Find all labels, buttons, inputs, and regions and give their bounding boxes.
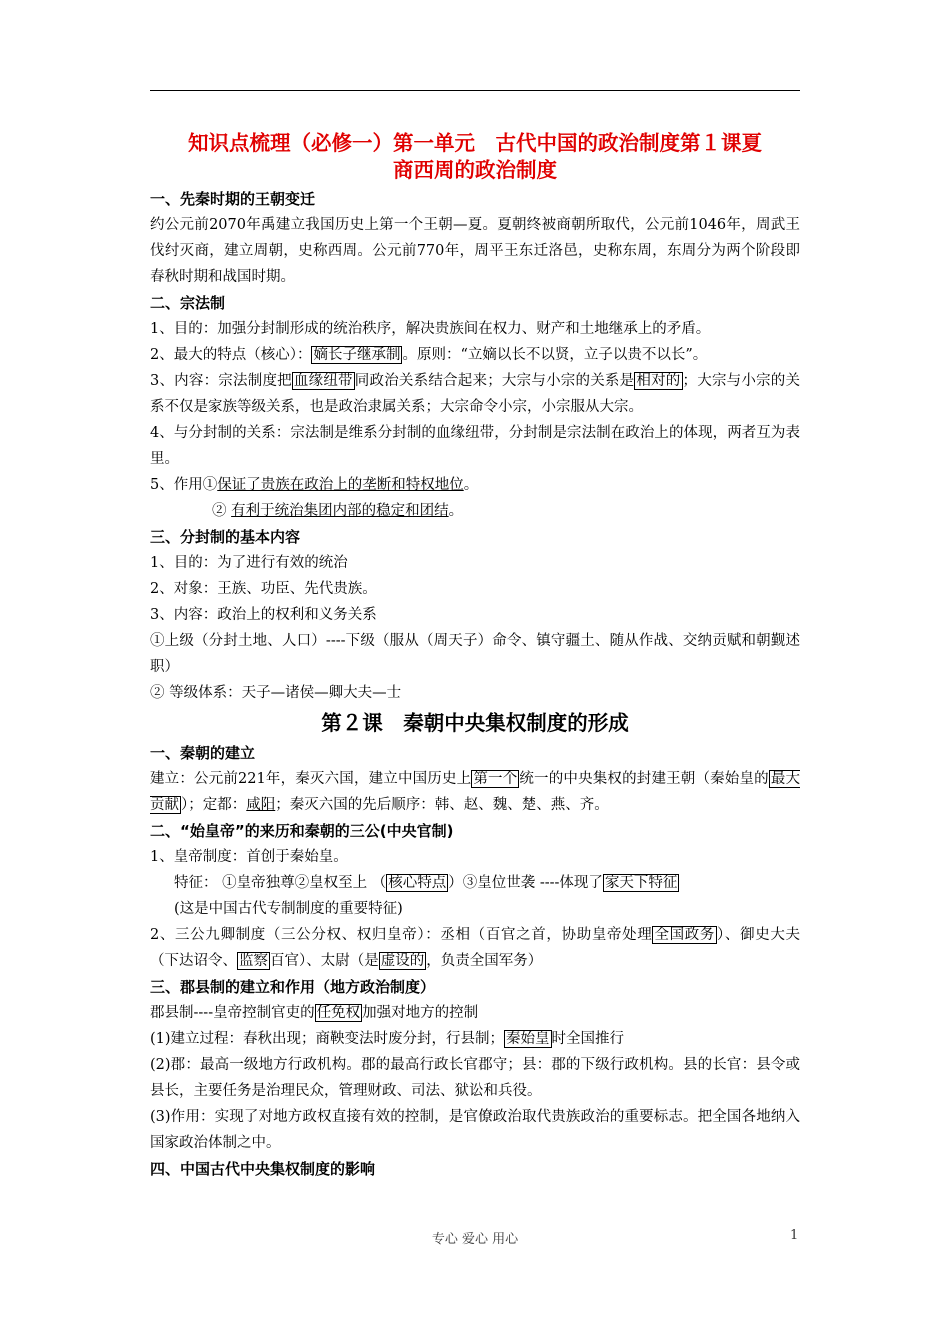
text-run: 5、作用① [150, 477, 218, 493]
text-run: ，负责全国军务） [426, 953, 543, 969]
section-heading: 三、郡县制的建立和作用（地方政治制度） [150, 978, 436, 996]
text-run: 3、内容：宗法制度把 [150, 373, 292, 389]
section-heading: 一、先秦时期的王朝变迁 [150, 190, 316, 208]
text-run: 2、三公九卿制度（三公分权、权归皇帝）：丞相（百官之首，协助皇帝处理 [150, 927, 653, 943]
boxed-term: 第一个 [473, 771, 518, 787]
paragraph: (3)作用：实现了对地方政权直接有效的控制，是官僚政治取代贵族政治的重要标志。把全国各地纳入国家政治体制之中。 [150, 1109, 800, 1151]
section-heading: 二、“始皇帝”的来历和秦朝的三公(中央官制) [150, 822, 454, 840]
page-footer: 专心 爱心 用心 [431, 1232, 519, 1247]
text-run: ；大宗与小宗的关系不仅是家族等级关系，也是政治隶属关系；大宗命令小宗，小宗服从大宗。 [150, 373, 801, 415]
paragraph: 约公元前2070年禹建立我国历史上第一个王朝—夏。夏朝终被商朝所取代，公元前1046年，周武王伐纣灭商，建立周朝，史称西周。公元前770年，周平王东迁洛邑，史称东周，东周分为两个阶段即春秋时期和战国时期。 [150, 217, 800, 285]
boxed-term: 虚设的 [380, 953, 425, 969]
document-title [150, 130, 800, 184]
underlined-term: 保证了贵族在政治上的垄断和特权地位 [217, 477, 464, 493]
paragraph: 3、内容：政治上的权利和义务关系 [150, 607, 377, 623]
text-run: 。 [448, 503, 464, 519]
document-body [150, 124, 800, 1182]
page-number: 1 [790, 1228, 799, 1243]
boxed-term: 血缘纽带 [293, 373, 353, 389]
text-run: 特征： ①皇帝独尊②皇权至上 （ [174, 875, 387, 891]
text-run: 建立：公元前221年，秦灭六国，建立中国历史上 [150, 771, 472, 787]
paragraph [150, 342, 800, 368]
text-run: 加强对地方的控制 [362, 1005, 479, 1021]
text-run: ② [212, 503, 232, 519]
text-run: 。 [463, 477, 479, 493]
underlined-term: 咸阳 [246, 797, 276, 813]
paragraph: 1、目的：为了进行有效的统治 [150, 555, 348, 571]
section-heading: 四、中国古代中央集权制度的影响 [150, 1160, 376, 1178]
paragraph: 4、与分封制的关系：宗法制是维系分封制的血缘纽带，分封制是宗法制在政治上的体现，两者互为表里。 [150, 425, 800, 467]
boxed-term: 任免权 [316, 1005, 361, 1021]
header-rule [150, 90, 800, 91]
text-run: 时全国推行 [551, 1031, 625, 1047]
paragraph [150, 1000, 800, 1026]
boxed-term: 最大贡献 [150, 771, 801, 813]
paragraph: (这是中国古代专制制度的重要特征) [174, 901, 403, 917]
paragraph: ①上级（分封土地、人口）----下级（服从（周天子）命令、镇守疆土、随从作战、交纳贡赋和朝觐述职） [150, 633, 800, 675]
boxed-term: 秦始皇 [506, 1031, 550, 1047]
section-heading: 二、宗法制 [150, 294, 226, 312]
text-run: 同政治关系结合起来；大宗与小宗的关系是 [354, 373, 635, 389]
boxed-term: 嫡长子继承制 [313, 347, 401, 363]
paragraph [150, 498, 800, 524]
text-run: 百官）、太尉（是 [270, 953, 379, 969]
title-line-2: 商西周的政治制度 [393, 158, 557, 182]
paragraph: ② 等级体系：天子—诸侯—卿大夫—士 [150, 685, 402, 701]
text-run: ）；定都： [181, 797, 247, 813]
paragraph [150, 1026, 800, 1052]
text-run: ）、御史大夫（下达诏令、 [150, 927, 801, 969]
paragraph [150, 472, 800, 498]
text-run: 2、最大的特点（核心）： [150, 347, 312, 363]
underlined-term: 有利于统治集团内部的稳定和团结 [231, 503, 449, 519]
boxed-term: 家天下特征 [604, 875, 678, 891]
paragraph: 1、目的：加强分封制形成的统治秩序，解决贵族间在权力、财产和土地继承上的矛盾。 [150, 321, 711, 337]
boxed-term: 相对的 [636, 373, 681, 389]
paragraph [150, 368, 800, 420]
text-run: ；秦灭六国的先后顺序：韩、赵、魏、楚、燕、齐。 [275, 797, 609, 813]
lesson-title: 第２课 秦朝中央集权制度的形成 [321, 711, 629, 735]
boxed-term: 核心特点 [388, 875, 447, 891]
paragraph: (2)郡：最高一级地方行政机构。郡的最高行政长官郡守；县：郡的下级行政机构。县的长官：县令或县长，主要任务是治理民众，管理财政、司法、狱讼和兵役。 [150, 1057, 800, 1099]
boxed-term: 监察 [239, 953, 268, 969]
text-run: (1)建立过程：春秋出现；商鞅变法时废分封，行县制； [150, 1031, 505, 1047]
paragraph [150, 922, 800, 974]
text-run: 统一的中央集权的封建王朝（秦始皇的 [519, 771, 769, 787]
paragraph [150, 766, 800, 818]
paragraph: 1、皇帝制度：首创于秦始皇。 [150, 849, 348, 865]
section-heading: 一、秦朝的建立 [150, 744, 256, 762]
paragraph [150, 870, 800, 896]
boxed-term: 全国政务 [654, 927, 716, 943]
title-line-1: 知识点梳理（必修一）第一单元 古代中国的政治制度第１课夏 [188, 131, 762, 155]
text-run: ）③皇位世袭 ----体现了 [448, 875, 603, 891]
text-run: 郡县制----皇帝控制官吏的 [150, 1005, 315, 1021]
text-run: 。原则：“立嫡以长不以贤，立子以贵不以长”。 [402, 347, 708, 363]
section-heading: 三、分封制的基本内容 [150, 528, 301, 546]
paragraph: 2、对象：王族、功臣、先代贵族。 [150, 581, 377, 597]
